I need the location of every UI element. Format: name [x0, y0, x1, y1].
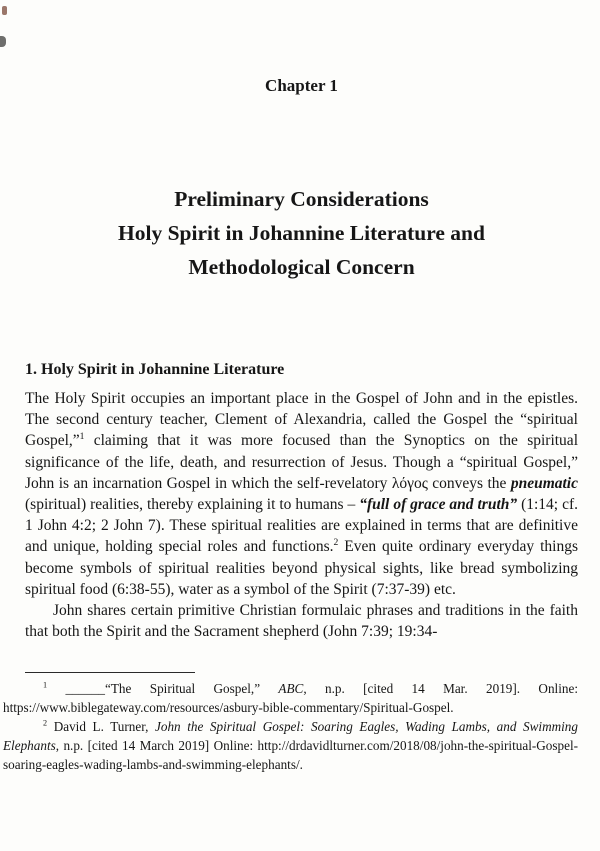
scan-artifact	[0, 36, 6, 47]
title-line: Methodological Concern	[188, 255, 415, 279]
paragraph-1: The Holy Spirit occupies an important place in the Gospel of John and in the epistles. The second century teacher, Clement of Alexandria, called the Gospel the “spiritual Gospel,”$^1$ claiming that it was more focused than the Synoptics on the spiritual significance of the life, death, and resurrection of Jesus. Though a “spiritual Gospel,” John is an incarnation Gospel in which the self-revelatory λόγος conveys the pneumatic (spiritual) realities, thereby explaining it to humans – “full of grace and truth” (1:14; cf. 1 John 4:2; 2 John 7). These spiritual realities are explained in terms that are definitive and unique, holding special roles and functions.$^2$ Even quite ordinary everyday things become symbols of spiritual realities beyond physical sights, like bread symbolizing spiritual food (6:38-55), water as a symbol of the Spirit (7:37-39) etc.	[25, 390, 578, 598]
footnote-2: $^2$ David L. Turner, John the Spiritual Gospel: Soaring Eagles, Wading Lambs, and Swimming Elephants, n.p. [cited 14 March 2019] Online: http://drdavidlturner.com/2018/08/john-the-spiritual-Gospel-soaring-eagles-wading-lambs-and-swimming-elephants/.	[3, 719, 578, 773]
chapter-label: Chapter 1	[265, 76, 338, 95]
title-line: Holy Spirit in Johannine Literature and	[118, 221, 485, 245]
footnote-1: $^1$ ______“The Spiritual Gospel,” ABC, n.p. [cited 14 Mar. 2019]. Online: https://www.biblegateway.com/resources/asbury-bible-commentary/Spiritual-Gospel.	[3, 681, 578, 716]
section-heading: 1. Holy Spirit in Johannine Literature	[25, 361, 285, 378]
footnote-separator	[25, 672, 195, 673]
title-line: Preliminary Considerations	[174, 187, 429, 211]
paragraph-2: John shares certain primitive Christian formulaic phrases and traditions in the faith that both the Spirit and the Sacrament shepherd (John 7:39; 19:34-	[25, 602, 578, 641]
page-title	[25, 182, 578, 284]
scan-artifact	[2, 6, 7, 15]
